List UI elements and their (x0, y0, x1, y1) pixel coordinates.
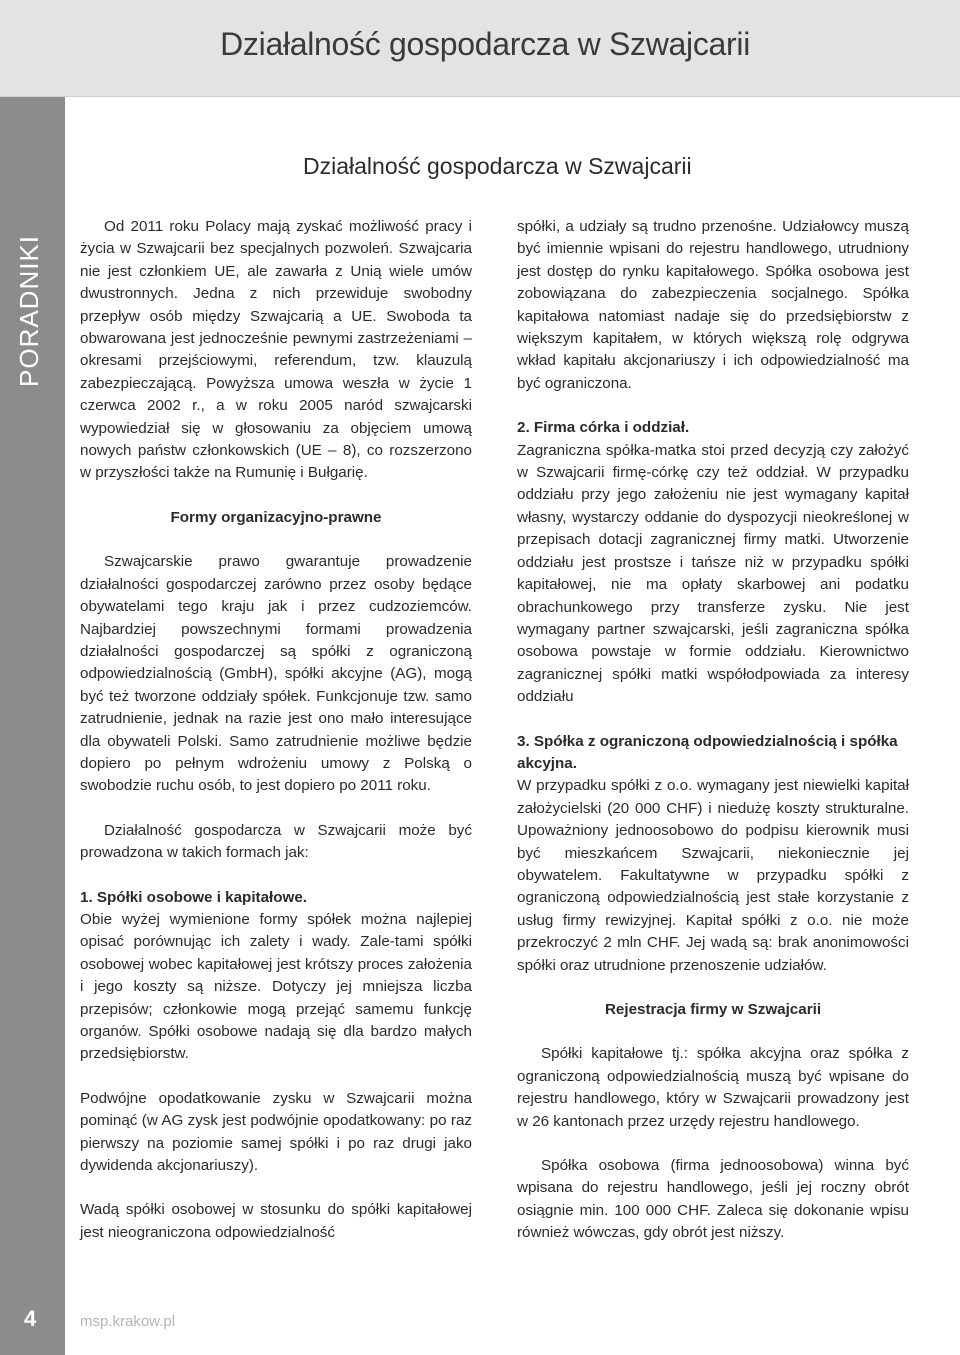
page-heading: Działalność gospodarcza w Szwajcarii (303, 153, 692, 179)
registration-paragraph-1: Spółki kapitałowe tj.: spółka akcyjna oraz spółka z ograniczoną odpowiedzialnością muszą być wpisane do rejestru handlowego, który w Szwajcarii prowadzony jest w 26 kantonach przez urzędy rejestru handlowego. (517, 1045, 909, 1130)
sidebar-label: PORADNIKI (14, 234, 44, 387)
heading-forms: Formy organizacyjno-prawne (170, 508, 382, 526)
heading-registration: Rejestracja firmy w Szwajcarii (604, 1001, 822, 1018)
registration-paragraph-2: Spółka osobowa (firma jednoosobowa) winna być wpisana do rejestru handlowego, jeśli jej roczny obrót osiągnie min. 100 000 CHF. Zaleca się dokonanie wpisu również wówczas, gdy obrót jest niższy. (517, 1157, 909, 1242)
section-2-paragraph: Zagraniczna spółka-matka stoi przed decyzją czy założyć w Szwajcarii firmę-córkę czy też oddział. W przypadku oddziału przy jego założeniu nie jest wymagany kapitał własny, wystarczy oddanie do dyspozycji nieokreślonej w przepisach dotacji zagranicznej firmy matki. Utworzenie oddziału jest prostsze i tańsze niż w przypadku spółki kapitałowej, nie ma opłaty skarbowej ani podatku obrachunkowego przy transferze zysku. Nie jest wymagany partner szwajcarski, jeśli zagraniczna spółka osobowa powstaje w formie oddziału. Kierownictwo zagranicznej spółki matki współodpowiada za interesy oddziału (517, 441, 909, 706)
forms-paragraph: Szwajcarskie prawo gwarantuje prowadzenie działalności gospodarczej zarówno przez osoby będące obywatelami tego kraju jak i przez cudzoziemców. Najbardziej powszechnymi formami prowadzenia działalności gospodarczej są spółki z ograniczoną odpowiedzialnością (GmbH), spółki akcyjne (AG), mogą być też tworzone oddziały spółek. Funkcjonuje tzw. samo zatrudnienie, jednak na razie jest ono mało interesujące dla obywateli Polski. Samo zatrudnienie możliwe będzie dopiero po pełnym wdrożeniu umowy z Polską o swobodzie ruchu osób, to jest dopiero po 2011 roku. (80, 553, 472, 795)
double-tax-paragraph: Podwójne opodatkowanie zysku w Szwajcarii można pominąć (w AG zysk jest podwójnie opodatkowany: po raz pierwszy na poziomie samej spółki i po raz drugi jako dywidenda akcjonariuszy). (80, 1089, 472, 1175)
section-1-paragraph: Obie wyżej wymienione formy spółek można najlepiej opisać porównując ich zalety i wady. Zale-tami spółki osobowej wobec kapitałowej jest krótszy proces założenia i jego koszty są niższe. Dotyczy jej mniejsza liczba przepisów; członkowie mogą przejąć samemu funkcję organów. Spółki osobowe nadają się dla bardzo małych przedsiębiorstw. (80, 910, 472, 1063)
footer-url: msp.krakow.pl (80, 1313, 176, 1330)
continued-paragraph: spółki, a udziały są trudno przenośne. Udziałowcy muszą być imiennie wpisani do rejestru handlowego, utrudniony jest dostęp do rynku kapitałowego. Spółka osobowa jest zobowiązana do zabezpieczenia socjalnego. Spółka kapitałowa natomiast nadaje się do przedsiębiorstw z większym kapitałem, w których większą rolę odgrywa wkład kapitału akcjonariuszy i ich odpowiedzialność ma być ograniczona. (517, 218, 909, 392)
header-title: Działalność gospodarcza w Szwajcarii (220, 26, 750, 62)
section-3-paragraph: W przypadku spółki z o.o. wymagany jest niewielki kapitał założycielski (20 000 CHF) i niedużę koszty strukturalne. Upoważniony jednoosobowo do podpisu kierownik musi być mieszkańcem Szwajcarii, niekoniecznie jej obywatelem. Fakultatywne w przypadku spółki z ograniczoną odpowiedzialnością jest stałe korzystanie z usług firmy rewizyjnej. Kapitał spółki z o.o. nie może przekroczyć 2 mln CHF. Jej wadą są: brak anonimowości spółki oraz utrudnione przenoszenie udziałów. (517, 777, 909, 974)
right-column (517, 216, 909, 1245)
heading-section-1: 1. Spółki osobowe i kapitałowe. (80, 888, 308, 906)
header-band (0, 0, 960, 97)
left-column (80, 216, 472, 1244)
sidebar (0, 97, 65, 1302)
liability-paragraph: Wadą spółki osobowej w stosunku do spółki kapitałowej jest nieograniczona odpowiedzialność (80, 1201, 472, 1241)
forms-list-intro: Działalność gospodarcza w Szwajcarii może być prowadzona w takich formach jak: (80, 821, 472, 862)
intro-paragraph: Od 2011 roku Polacy mają zyskać możliwość pracy i życia w Szwajcarii bez specjalnych pozwoleń. Szwajcaria nie jest członkiem UE, ale zawarła z Unią wiele umów dwustronnych. Jedna z nich przewiduje swobodny przepływ osób między Szwajcarią a UE. Swoboda ta obwarowana jest jednocześnie pewnymi zastrzeżeniami – okresami przejściowymi, referendum, tzw. klauzulą zabezpieczającą. Powyższa umowa weszła w życie 1 czerwca 2002 r., a w roku 2005 naród szwajcarski wypowiedział się w głosowaniu za objęciem umową nowych państw członkowskich (UE – 8), co rozszerzono w przyszłości także na Rumunię i Bułgarię. (80, 218, 472, 482)
heading-section-3: 3. Spółka z ograniczoną odpowiedzialnością i spółka akcyjna. (517, 732, 898, 772)
page-number: 4 (24, 1306, 37, 1331)
heading-section-2: 2. Firma córka i oddział. (517, 419, 690, 437)
